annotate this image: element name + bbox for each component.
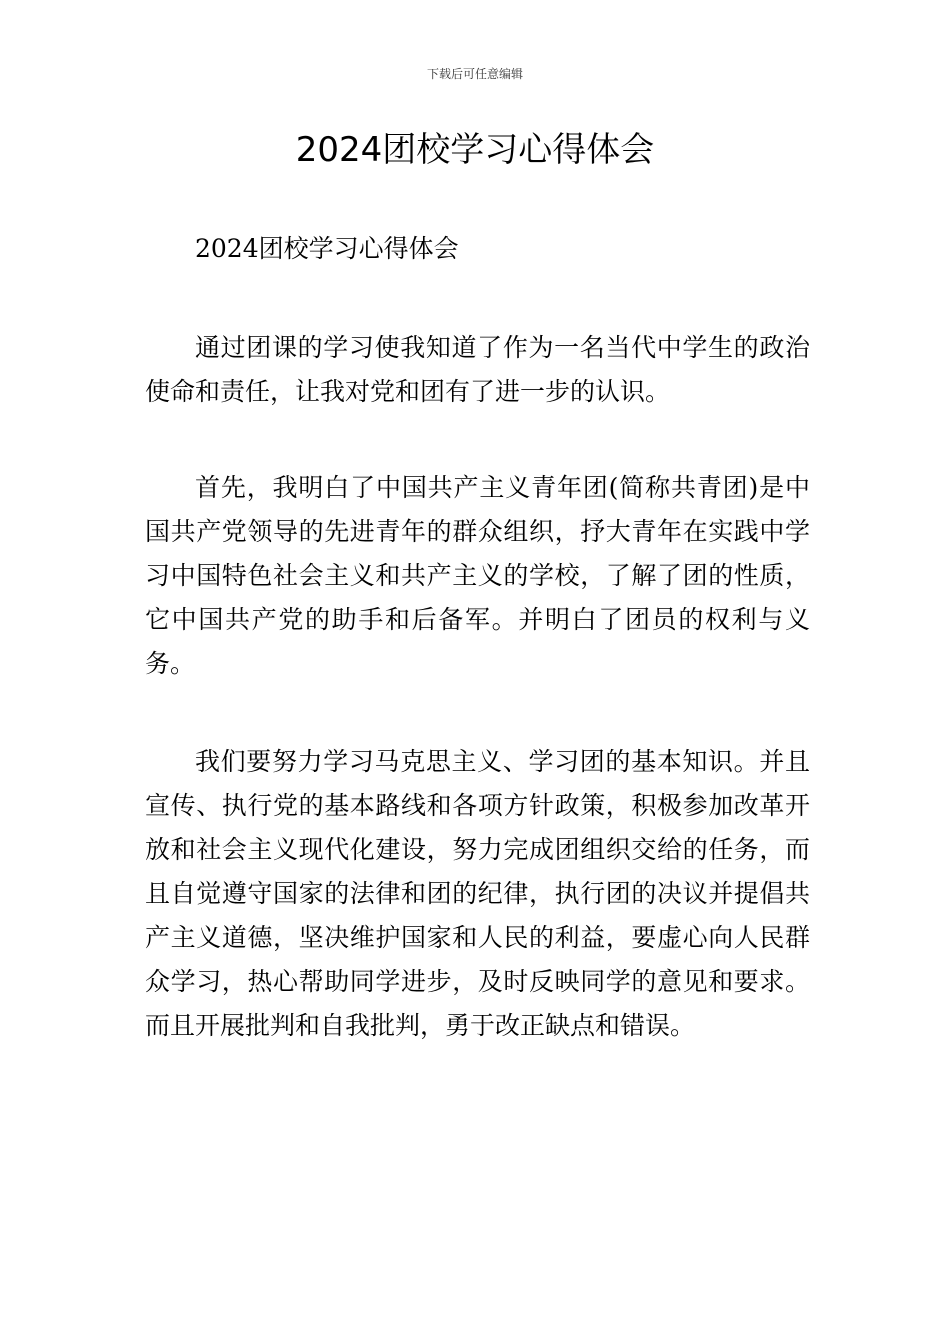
header-note: 下载后可任意编辑 xyxy=(426,67,523,81)
body-paragraph: 我们要努力学习马克思主义、学习团的基本知识。并且宣传、执行党的基本路线和各项方针政策，积极参加改革开放和社会主义现代化建设，努力完成团组织交给的任务，而且自觉遵守国家的法律和团的纪律，执行团的决议并提倡共产主义道德，坚决维护国家和人民的利益，要虚心向人民群众学习，热心帮助同学进步，及时反映同学的意见和要求。而且开展批判和自我批判，勇于改正缺点和错误。 xyxy=(145,747,810,1040)
document-body xyxy=(145,227,810,1091)
document-title: 2024团校学习心得体会 xyxy=(295,130,655,170)
subtitle-paragraph: 2024团校学习心得体会 xyxy=(195,234,459,263)
body-paragraph: 通过团课的学习使我知道了作为一名当代中学生的政治使命和责任，让我对党和团有了进一步的认识。 xyxy=(145,333,810,406)
body-paragraph: 首先，我明白了中国共产主义青年团(简称共青团)是中国共产党领导的先进青年的群众组织，抒大青年在实践中学习中国特色社会主义和共产主义的学校，了解了团的性质，它中国共产党的助手和后备军。并明白了团员的权利与义务。 xyxy=(145,473,810,678)
